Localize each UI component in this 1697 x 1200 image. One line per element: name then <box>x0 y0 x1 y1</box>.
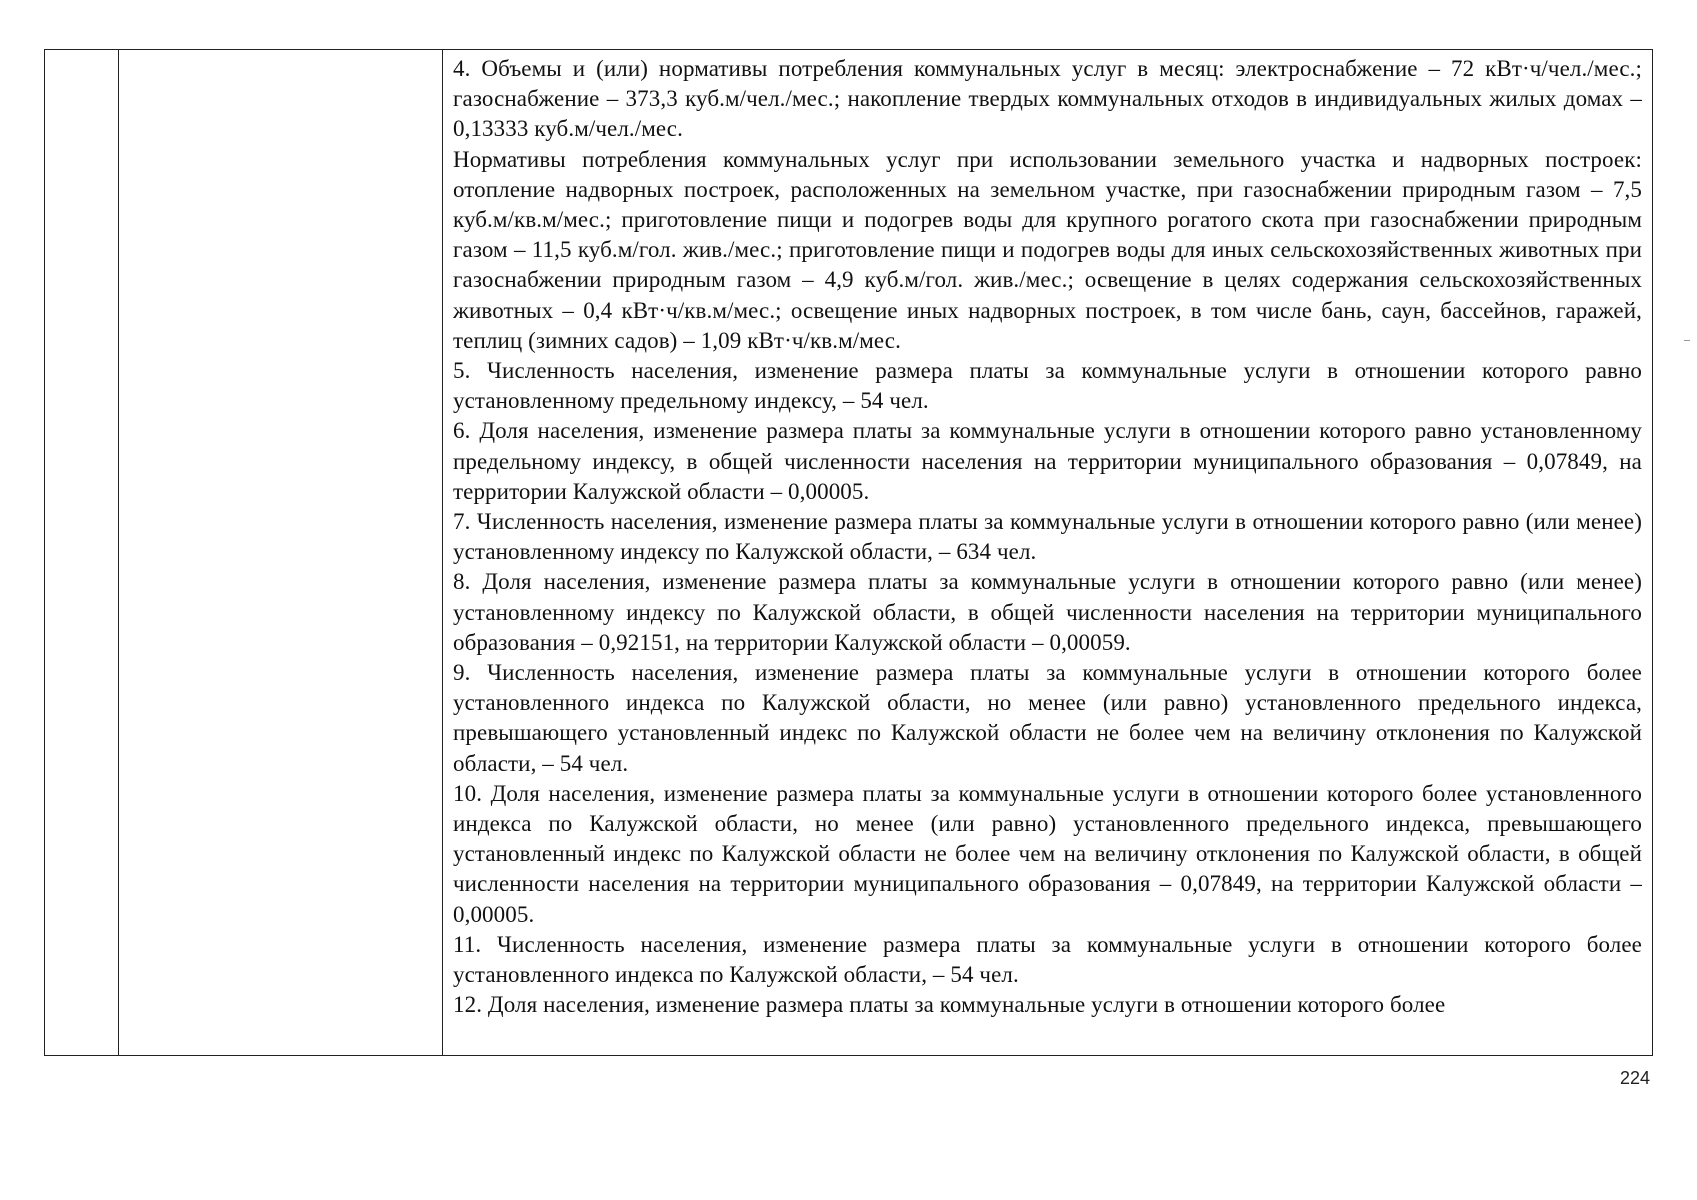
paragraph-4: 4. Объемы и (или) нормативы потребления коммунальных услуг в месяц: электроснабжение – 72 кВт·ч/чел./мес.; газоснабжение – 373,3 куб.м/чел./мес.; накопление твердых коммунальных отходов в индивидуальных жилых домах – 0,13333 куб.м/чел./мес. <box>453 56 1642 142</box>
table-column-content <box>443 50 1652 1055</box>
table-column-number <box>45 50 119 1055</box>
margin-mark <box>1684 340 1690 341</box>
paragraph-5: 5. Численность населения, изменение размера платы за коммунальные услуги в отношении которого равно установленному предельному индексу, – 54 чел. <box>453 358 1642 414</box>
paragraph-11: 11. Численность населения, изменение размера платы за коммунальные услуги в отношении которого более установленного индекса по Калужской области, – 54 чел. <box>453 931 1642 988</box>
paragraph-12: 12. Доля населения, изменение размера платы за коммунальные услуги в отношении которого более <box>453 992 1446 1018</box>
paragraph-norms: Нормативы потребления коммунальных услуг при использовании земельного участка и надворных построек: отопление надворных построек, расположенных на земельном участке, при газоснабжении природным газом – 7,5 куб.м/кв.м/мес.; приготовление пищи и подогрев воды для крупного рогатого скота при газоснабжении природным газом – 11,5 куб.м/гол. жив./мес.; приготовление пищи и подогрев воды для иных сельскохозяйственных животных при газоснабжении природным газом – 4,9 куб.м/гол. жив./мес.; освещение в целях содержания сельскохозяйственных животных – 0,4 кВт·ч/кв.м/мес.; освещение иных надворных построек, в том числе бань, саун, бассейнов, гаражей, теплиц (зимних садов) – 1,09 кВт·ч/кв.м/мес. <box>453 146 1642 353</box>
page-number: 224 <box>1619 1068 1650 1088</box>
paragraph-10: 10. Доля населения, изменение размера платы за коммунальные услуги в отношении которого более установленного индекса по Калужской области, но менее (или равно) установленного предельного индекса, превышающего установленный индекс по Калужской области не более чем на величину отклонения по Калужской области, в общей численности населения на территории муниципального образования – 0,07849, на территории Калужской области – 0,00005. <box>453 780 1642 927</box>
paragraph-9: 9. Численность населения, изменение размера платы за коммунальные услуги в отношении которого более установленного индекса по Калужской области, но менее (или равно) установленного предельного индекса, превышающего установленный индекс по Калужской области не более чем на величину отклонения по Калужской области, – 54 чел. <box>453 660 1642 776</box>
paragraph-7: 7. Численность населения, изменение размера платы за коммунальные услуги в отношении которого равно (или менее) установленному индексу по Калужской области, – 634 чел. <box>453 509 1642 565</box>
paragraph-8: 8. Доля населения, изменение размера платы за коммунальные услуги в отношении которого равно (или менее) установленному индексу по Калужской области, в общей численности населения на территории муниципального образования – 0,92151, на территории Калужской области – 0,00059. <box>453 569 1642 655</box>
paragraph-6: 6. Доля населения, изменение размера платы за коммунальные услуги в отношении которого равно установленному предельному индексу, в общей численности населения на территории муниципального образования – 0,07849, на территории Калужской области – 0,00005. <box>453 418 1642 504</box>
document-table <box>44 49 1653 1056</box>
table-column-name <box>119 50 443 1055</box>
